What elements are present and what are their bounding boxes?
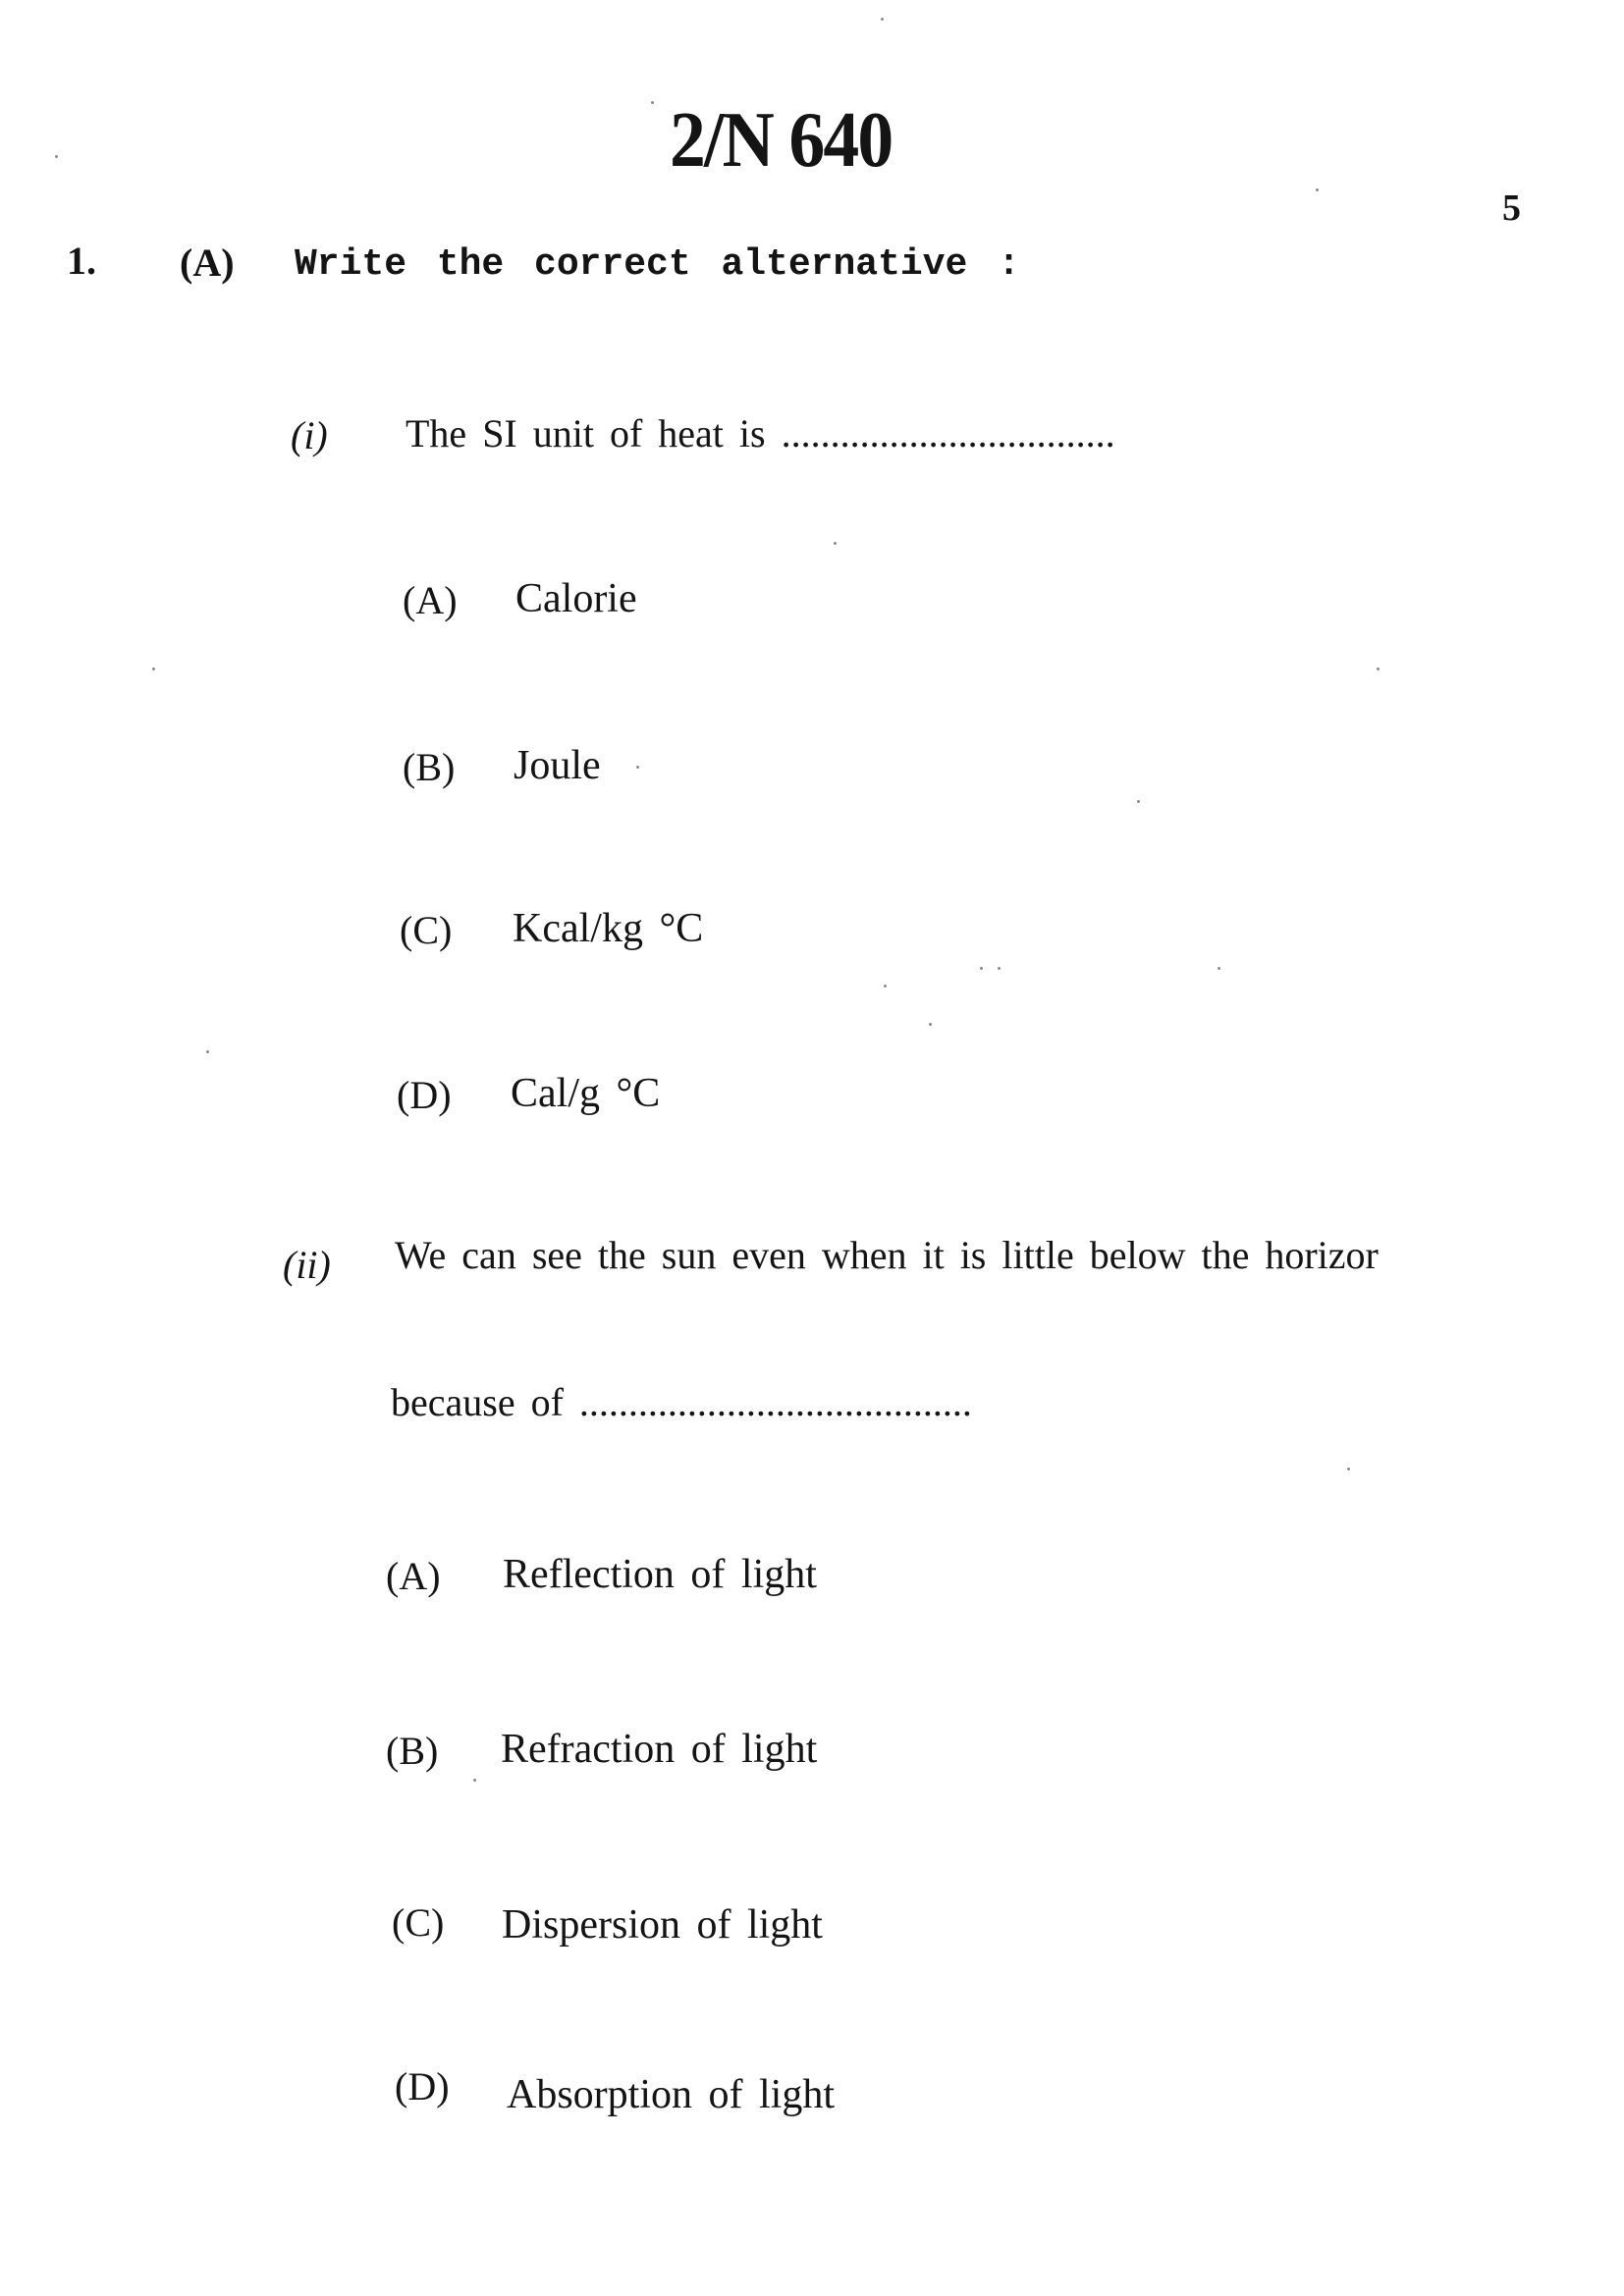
scan-speck [55,155,58,158]
question-instruction: Write the correct alternative : [295,243,1020,286]
scan-speck [1137,800,1140,803]
option-letter: (A) [403,578,458,622]
paper-code: 2/N 640 [670,97,893,184]
option-text: Cal/g °C [511,1071,661,1116]
scan-speck [152,667,155,670]
option-text: Calorie [515,576,637,621]
option-letter: (C) [400,908,453,952]
option-text: Joule [514,743,601,788]
scan-speck [1218,967,1220,970]
page-number: 5 [1502,187,1521,229]
option-text: Absorption of light [507,2072,835,2117]
question-number: 1. [67,239,96,283]
subquestion-stem: We can see the sun even when it is little below the horizor [395,1233,1379,1277]
option-text: Kcal/kg °C [513,906,704,951]
option-letter: (B) [403,745,456,789]
option-text: Dispersion of light [502,1902,823,1948]
scan-speck [1377,667,1380,670]
scan-speck [473,1779,476,1782]
option-letter: (B) [386,1729,439,1773]
scan-speck [980,967,983,970]
scan-speck [884,985,887,988]
scan-speck [651,101,654,104]
option-letter: (D) [395,2064,450,2109]
option-letter: (C) [392,1900,445,1945]
scan-speck [929,1023,932,1026]
scan-speck [834,542,837,545]
scan-speck [1316,188,1319,191]
option-letter: (D) [397,1073,452,1117]
subquestion-stem-continued: because of ........................................ [391,1380,972,1424]
subquestion-number: (i) [291,413,328,457]
option-letter: (A) [386,1554,441,1598]
scan-speck [881,18,884,21]
scan-speck [998,967,1001,970]
subquestion-stem: The SI unit of heat is .................................. [406,411,1115,455]
option-text: Refraction of light [501,1727,818,1772]
option-text: Reflection of light [503,1552,817,1597]
question-part-label: (A) [180,240,235,285]
scan-speck [636,766,639,769]
scan-speck [206,1050,209,1053]
scan-speck [1347,1468,1350,1470]
subquestion-number: (ii) [283,1243,331,1287]
